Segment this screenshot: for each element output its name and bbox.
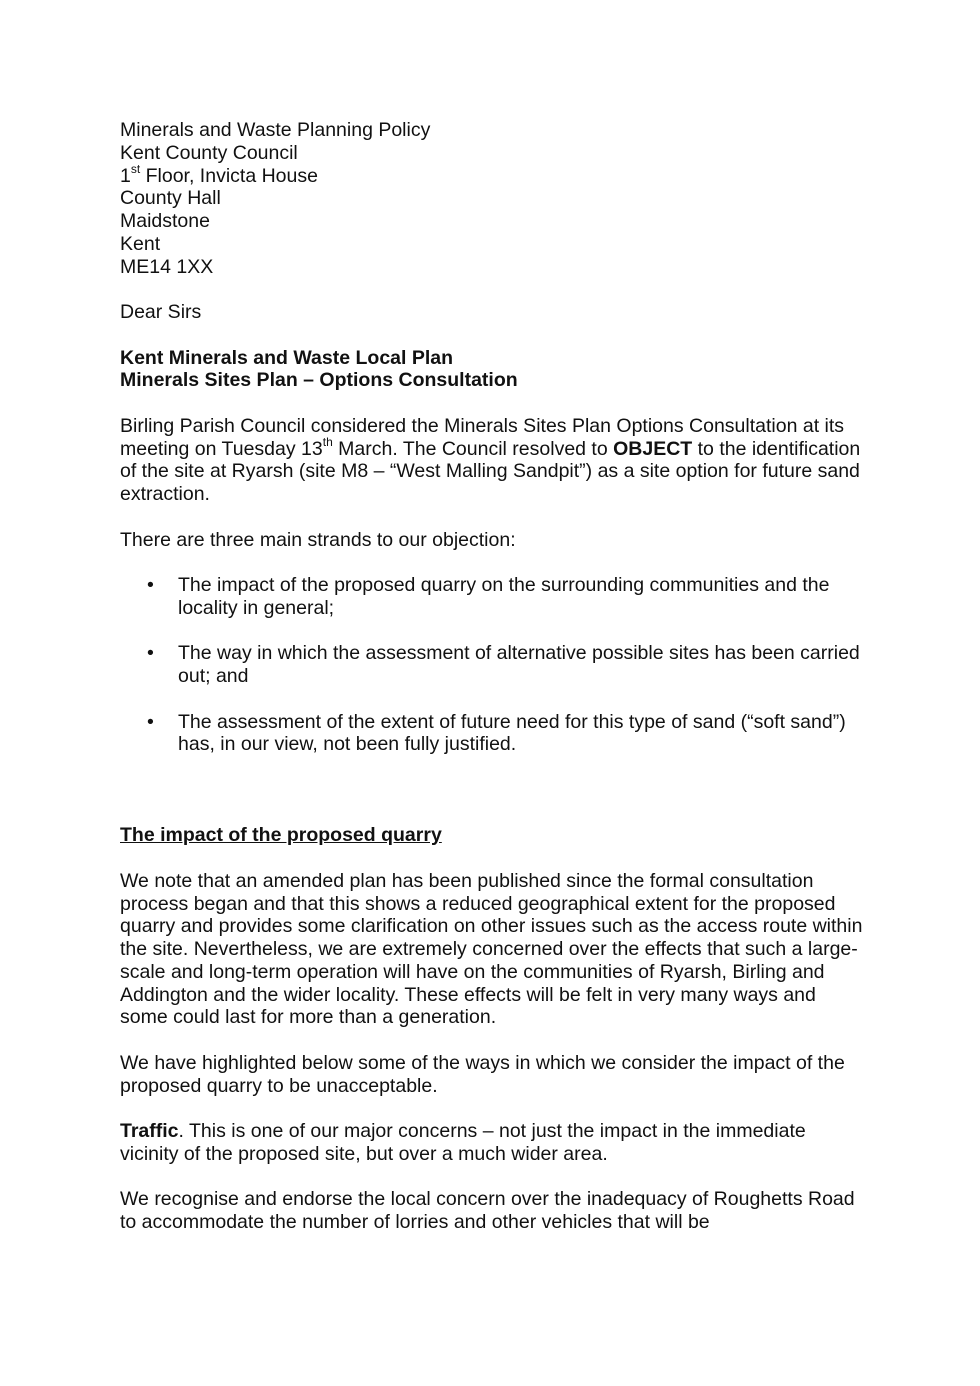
bullet-icon: • <box>147 642 154 665</box>
bullet-icon: • <box>147 710 154 733</box>
address-postcode: ME14 1XX <box>120 255 214 278</box>
objection-list <box>120 574 865 756</box>
bullet-icon: • <box>147 574 154 596</box>
section-heading: The impact of the proposed quarry <box>120 824 442 847</box>
impact-paragraph: We note that an amended plan has been published since the formal consultation process began and that this shows a reduced geographical extent for the proposed quarry and provides some clarification on other issues such as the access route within the site. Nevertheless, we are extremely concerned over the effects that such a large-scale and long-term operation will have on the communities of Ryarsh, Birling and Addington and the wider locality. These effects will be felt in very many ways and some could last for more than a generation. <box>120 869 863 1029</box>
object-emphasis: OBJECT <box>613 437 693 460</box>
letter-body <box>120 119 865 1234</box>
list-item: • The way in which the assessment of alternative possible sites has been carried out; and <box>147 642 860 687</box>
subject-line: Minerals Sites Plan – Options Consultation <box>120 369 518 392</box>
subject-line: Kent Minerals and Waste Local Plan <box>120 346 454 369</box>
subject-heading <box>120 347 865 393</box>
address-line: 1st Floor, Invicta House <box>120 162 318 187</box>
address-line: Kent <box>120 232 161 255</box>
impact-highlight-paragraph: We have highlighted below some of the ways in which we consider the impact of the proposed quarry to be unacceptable. <box>120 1051 845 1097</box>
address-line: Minerals and Waste Planning Policy <box>120 119 431 141</box>
address-line: County Hall <box>120 187 221 210</box>
strands-intro: There are three main strands to our objection: <box>120 528 516 551</box>
intro-paragraph: Birling Parish Council considered the Minerals Sites Plan Options Consultation at its meeting on Tuesday 13th March. The Council resolved to OBJECT to the identification of the site at Ryarsh (site M8 – “West Malling Sandpit”) as a site option for future sand extraction. <box>120 414 861 505</box>
section-spacer <box>120 779 865 825</box>
salutation: Dear Sirs <box>120 301 202 323</box>
traffic-paragraph: Traffic. This is one of our major concerns – not just the impact in the immediate vicinity of the proposed site, but over a much wider area. <box>120 1120 806 1165</box>
address-line: Maidstone <box>120 210 210 232</box>
traffic-label: Traffic <box>120 1120 179 1142</box>
recipient-address <box>120 119 865 278</box>
roughetts-road-paragraph: We recognise and endorse the local concern over the inadequacy of Roughetts Road to accommodate the number of lorries and other vehicles that will be <box>120 1188 855 1233</box>
list-item: • The assessment of the extent of future need for this type of sand (“soft sand”) has, in our view, not been fully justified. <box>147 710 846 756</box>
list-item: • The impact of the proposed quarry on the surrounding communities and the locality in general; <box>147 574 830 619</box>
address-line: Kent County Council <box>120 141 298 164</box>
